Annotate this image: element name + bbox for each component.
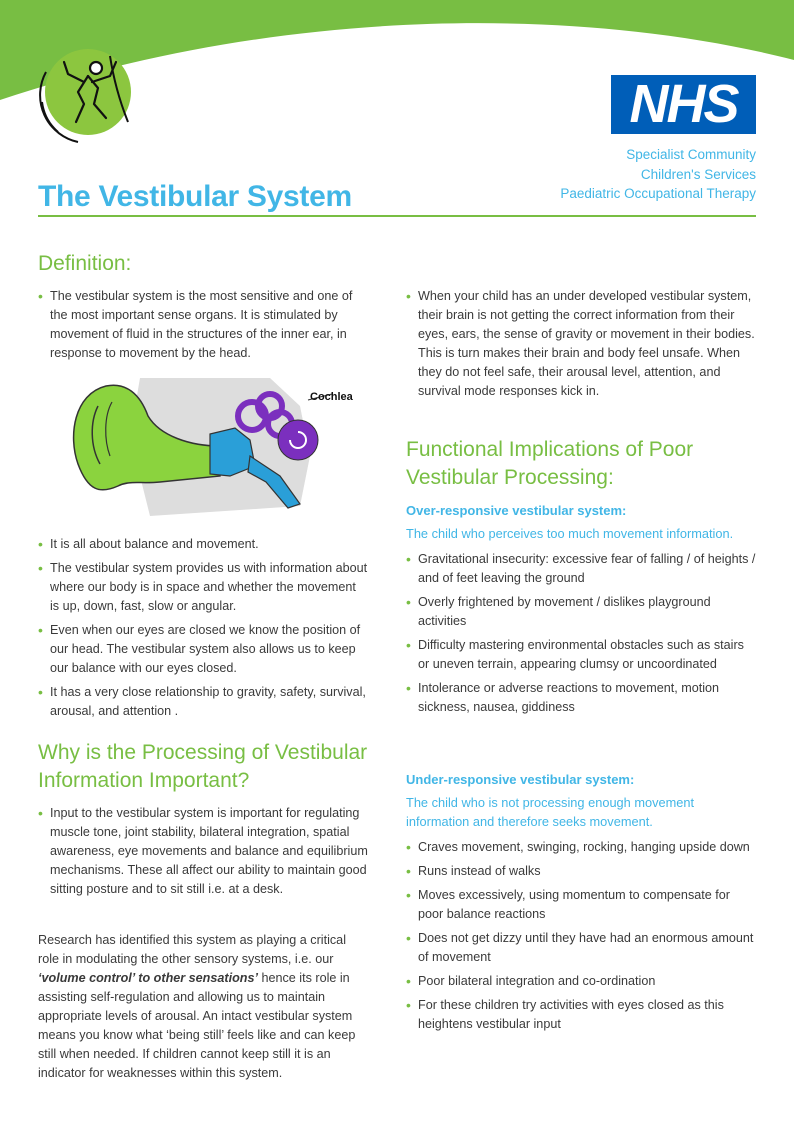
over-responsive-desc: The child who perceives too much movement information. bbox=[406, 526, 734, 541]
list-item: • Gravitational insecurity: excessive fear of falling / of heights / and of feet leaving the ground bbox=[406, 550, 756, 588]
list-item: • Intolerance or adverse reactions to movement, motion sickness, nausea, giddiness bbox=[406, 679, 756, 717]
list-item: • Craves movement, swinging, rocking, hanging upside down bbox=[406, 838, 756, 857]
list-item: • Overly frightened by movement / dislikes playground activities bbox=[406, 593, 756, 631]
list-item: • Input to the vestibular system is important for regulating muscle tone, joint stability, bilateral integration, spatial awareness, eye movements and balance and equilibrium mechanisms. These all affect our ability to maintain good sitting posture and to sit still i.e. at a desk. bbox=[38, 804, 368, 899]
list-item: • Difficulty mastering environmental obstacles such as stairs or uneven terrain, appearing clumsy or uncoordinated bbox=[406, 636, 756, 674]
list-item: • When your child has an under developed vestibular system, their brain is not getting the correct information from their eyes, ears, the sense of gravity or movement in their bodies. This is turn makes their brain and body feel unsafe. When they do not feel safe, their arousal level, attention, and survival mode responses kick in. bbox=[406, 287, 756, 401]
climber-logo-icon bbox=[38, 42, 134, 146]
list-item: • It is all about balance and movement. bbox=[38, 535, 368, 554]
cochlea-label: Cochlea bbox=[310, 391, 353, 403]
list-item: • The vestibular system is the most sensitive and one of the most important sense organs. It is stimulated by movement of fluid in the structures of the inner ear, in response to movement by the head. bbox=[38, 287, 368, 363]
ear-diagram bbox=[70, 376, 360, 516]
under-responsive-desc: The child who is not processing enough movement information and therefore seeks movement. bbox=[406, 795, 695, 829]
para-emphasis: ‘volume control’ to other sensations’ bbox=[38, 971, 258, 985]
para-text: hence its role in assisting self-regulation and allowing us to maintain appropriate levels of arousal. An intact vestibular system means you know what ‘being still’ feels like and can keep still when needed. If children cannot keep still it is an indicator for weaknesses within this system. bbox=[38, 971, 356, 1080]
service-line: Paediatric Occupational Therapy bbox=[560, 186, 756, 201]
over-responsive-section bbox=[406, 503, 756, 722]
under-responsive-title: Under-responsive vestibular system: bbox=[406, 772, 635, 787]
definition-intro bbox=[38, 287, 368, 368]
list-item: • Poor bilateral integration and co-ordination bbox=[406, 972, 756, 991]
functional-heading: Functional Implications of Poor Vestibular Processing: bbox=[406, 438, 694, 489]
right-intro bbox=[406, 287, 756, 406]
list-item: • It has a very close relationship to gravity, safety, survival, arousal, and attention . bbox=[38, 683, 368, 721]
list-item: • Even when our eyes are closed we know the position of our head. The vestibular system also allows us to keep our balance with our eyes closed. bbox=[38, 621, 368, 678]
definition-heading: Definition: bbox=[38, 252, 132, 275]
definition-bullets bbox=[38, 535, 368, 726]
list-item: • Moves excessively, using momentum to compensate for poor balance reactions bbox=[406, 886, 756, 924]
service-name bbox=[560, 145, 756, 204]
list-item: • The vestibular system provides us with information about where our body is in space and whether the movement is up, down, fast, slow or angular. bbox=[38, 559, 368, 616]
over-responsive-title: Over-responsive vestibular system: bbox=[406, 503, 627, 518]
list-item: • Does not get dizzy until they have had an enormous amount of movement bbox=[406, 929, 756, 967]
service-line: Specialist Community bbox=[626, 147, 756, 162]
list-item: • Runs instead of walks bbox=[406, 862, 756, 881]
list-item: • For these children try activities with eyes closed as this heightens vestibular input bbox=[406, 996, 756, 1034]
nhs-logo: NHS bbox=[611, 75, 756, 134]
research-paragraph bbox=[38, 931, 364, 1083]
service-line: Children's Services bbox=[640, 166, 756, 182]
title-underline bbox=[38, 215, 756, 217]
page-title: The Vestibular System bbox=[38, 180, 352, 213]
para-text: Research has identified this system as playing a critical role in modulating the other sensory systems, i.e. our bbox=[38, 933, 346, 966]
why-bullets bbox=[38, 804, 368, 904]
why-paragraph bbox=[38, 931, 364, 1083]
why-heading: Why is the Processing of Vestibular Information Important? bbox=[38, 741, 368, 792]
under-responsive-section bbox=[406, 772, 756, 1039]
